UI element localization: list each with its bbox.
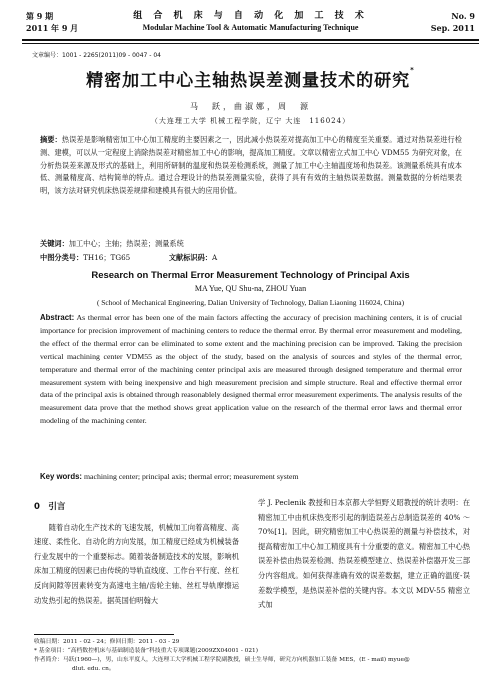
footnote-email: dlut. edu. cn。 bbox=[72, 666, 115, 672]
keywords-en-text: machining center; principal axis; thermal error; measurement system bbox=[82, 472, 299, 481]
abstract-en-label: Abstract: bbox=[40, 313, 75, 322]
doc-code-value: A bbox=[211, 253, 218, 262]
header-rule-thick bbox=[22, 39, 479, 41]
clc-value: TH16；TG65 bbox=[83, 253, 131, 262]
abstract-en bbox=[40, 312, 462, 428]
footnote-fund: * 基金项目：“高档数控机床与基础制造装备”科技重大专项课题(2009ZX04001 - 021) bbox=[34, 648, 258, 654]
running-header bbox=[24, 8, 477, 42]
classification-line bbox=[40, 252, 462, 265]
issue-cn: 第 9 期 bbox=[26, 11, 54, 21]
affiliation-cn: （大连理工大学 机械工程学院，辽宁 大连 116024） bbox=[150, 117, 351, 125]
body-paragraph-right: 学 J. Peclenik 教授和日本京都大学恒野义昭教授的统计表明：在精密加工中由机床热变形引起的制造误差占总制造误差的 40% ～ 70%[1]。因此，研究精密加工中心热误差的测量与补偿技术，对提高精密加工中心加工精度具有十分重要的意义。精密加工中心热误差补偿由热误差检测、热误差模型建立、热误差补偿器开发三部分内容组成。如何获得准确有效的误差数据，建立正确的温度-误差数学模型，是热误差补偿的关键内容。本文以 MDV-55 精密立式加 bbox=[258, 498, 470, 610]
affiliation-en: ( School of Mechanical Engineering, Dalian University of Technology, Dalian Liaoning 116024, China) bbox=[96, 298, 405, 307]
issue-en: No. 9 bbox=[451, 11, 475, 21]
date-cn: 2011 年 9 月 bbox=[26, 23, 79, 33]
header-rule-thin bbox=[22, 43, 479, 44]
body-column-left bbox=[34, 496, 239, 608]
authors-en: MA Yue, QU Shu-na, ZHOU Yuan bbox=[194, 284, 307, 293]
body-paragraph-left: 随着自动化生产技术的飞速发展，机械加工向着高精度、高速度、柔性化、自动化的方向发展，加工精度已经成为机械装备行业发展中的一个重要标志。随着装备制造技术的发展，影响机床加工精度的因素已由传统的导轨直线度、工作台平行度、丝杠反向间隙等因素转变为高速电主轴/齿轮主轴、丝杠导轨摩擦运动发热引起的热误差。据英国伯明翰大 bbox=[34, 522, 239, 605]
article-number: 文章编号：1001 - 2265(2011)09 - 0047 - 04 bbox=[32, 52, 161, 59]
doc-code-label: 文献标识码： bbox=[168, 253, 212, 262]
authors-cn: 马 跃，曲淑娜，周 源 bbox=[190, 102, 311, 111]
footnote-author: 作者简介：马跃(1960—)，男，山东平度人，大连理工大学机械工程学院副教授，硕士生导师，研究方向机器加工装备 MES，(E - mail) myue@ bbox=[34, 657, 410, 663]
abstract-cn bbox=[40, 134, 462, 198]
title-cn bbox=[0, 66, 501, 91]
journal-name-en: Modular Machine Tool & Automatic Manufacturing Technique bbox=[142, 23, 359, 32]
keywords-en bbox=[40, 472, 462, 481]
abstract-cn-label: 摘要： bbox=[40, 135, 62, 144]
keywords-cn-text: 加工中心；主轴；热误差；测量系统 bbox=[68, 239, 184, 248]
header-center bbox=[24, 10, 477, 34]
title-footnote-mark: * bbox=[410, 66, 415, 74]
date-en: Sep. 2011 bbox=[430, 23, 475, 33]
footnote-received: 收稿日期：2011 - 02 - 24；修回日期：2011 - 03 - 29 bbox=[34, 639, 180, 645]
abstract-cn-text: 热误差是影响精密加工中心加工精度的主要因素之一，因此减小热误差对提高加工中心的精度至关重要。通过对热误差进行检测、建模，可以从一定程度上消除热误差对精密加工中心的影响，提高加工精度。文章以精密立式加工中心 VDM55 为研究对象，在分析热误差来源及形式的基础上，利用所研制的温度和热误差检测系统，测量了加工中心主轴温度场和热误差。该测量系统具有成本低、测量精度高、结构简单的特点。通过合理设计的热误差测量实验，获得了具有有效的主轴热误差数据。测量数据的分析结果表明，该方法对研究机床热误差规律和建模具有很大的应用价值。 bbox=[40, 135, 462, 196]
section-heading-introduction: 0 引言 bbox=[34, 502, 66, 512]
title-cn-text: 精密加工中心主轴热误差测量技术的研究 bbox=[86, 71, 411, 91]
journal-name-cn: 组 合 机 床 与 自 动 化 加 工 技 术 bbox=[133, 11, 368, 21]
keywords-cn-label: 关键词： bbox=[40, 239, 69, 248]
keywords-cn bbox=[40, 238, 462, 251]
header-right bbox=[431, 10, 475, 34]
keywords-en-label: Key words: bbox=[40, 472, 83, 481]
abstract-en-text: As thermal error has been one of the main factors affecting the accuracy of precision machining centers, it is of crucial importance for precision improvement of machining centers to reduce the thermal error. By thermal error measurement and modeling, the effect of the thermal error can be eliminated to some extent and the machining precision can be improved. Taking the precision vertical machining center VDM55 as the object of the study, based on the analysis of sources and styles of the thermal error, temperature and thermal error of the machining center principal axis are measured through designed temperature and thermal error measurement system with being inexpensive and high measurement precision and simple structure. Real and effective thermal error data of the principal axis is obtained through reasonablely designed thermal error measurement experiments. The analysis results of the measurement data prove that the method shows great application value on the research of the thermal error laws and thermal error modeling of the machining center. bbox=[40, 313, 462, 426]
footnote-rule bbox=[34, 634, 174, 635]
title-en: Research on Thermal Error Measurement Technology of Principal Axis bbox=[91, 270, 410, 281]
clc-label: 中图分类号： bbox=[40, 253, 84, 262]
body-column-right bbox=[258, 496, 470, 613]
